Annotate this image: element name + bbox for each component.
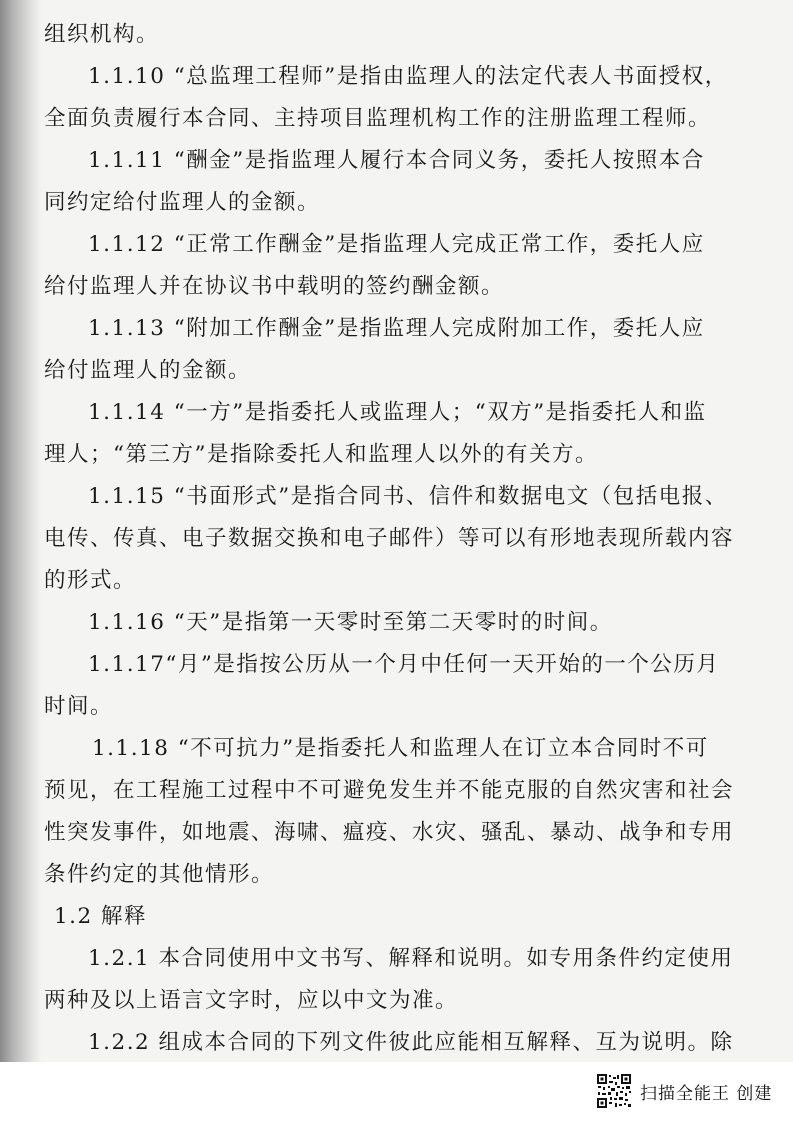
qr-code-icon: [596, 1073, 632, 1109]
text-line: 时间。: [44, 694, 114, 719]
text-line: 全面负责履行本合同、主持项目监理机构工作的注册监理工程师。: [44, 106, 712, 131]
clause-1-1-17: 1.1.17“月”是指按公历从一个月中任何一天开始的一个公历月: [88, 652, 720, 677]
text-line: 的形式。: [44, 568, 137, 593]
clause-1-1-15: 1.1.15 “书面形式”是指合同书、信件和数据电文（包括电报、: [88, 484, 728, 509]
section-heading-1-2: 1.2 解释: [54, 904, 148, 929]
text-line: 性突发事件，如地震、海啸、瘟疫、水灾、骚乱、暴动、战争和专用: [44, 820, 735, 845]
text-line: 给付监理人的金额。: [44, 358, 252, 383]
clause-1-1-18: 1.1.18 “不可抗力”是指委托人和监理人在订立本合同时不可: [92, 736, 709, 761]
text-line: 理人；“第三方”是指除委托人和监理人以外的有关方。: [44, 442, 598, 467]
text-line: 给付监理人并在协议书中载明的签约酬金额。: [44, 274, 505, 299]
clause-1-1-13: 1.1.13 “附加工作酬金”是指监理人完成附加工作，委托人应: [88, 316, 705, 341]
scan-binding-shadow: [0, 0, 42, 1062]
text-line: 条件约定的其他情形。: [44, 862, 275, 887]
text-line: 电传、传真、电子数据交换和电子邮件）等可以有形地表现所载内容: [44, 526, 735, 551]
clause-1-2-1: 1.2.1 本合同使用中文书写、解释和说明。如专用条件约定使用: [88, 946, 734, 971]
clause-1-2-2: 1.2.2 组成本合同的下列文件彼此应能相互解释、互为说明。除: [88, 1030, 734, 1055]
document-body: [44, 14, 735, 1064]
clause-1-1-14: 1.1.14 “一方”是指委托人或监理人；“双方”是指委托人和监: [88, 400, 707, 425]
text-line: 预见，在工程施工过程中不可避免发生并不能克服的自然灾害和社会: [44, 778, 735, 803]
text-line: 组织机构。: [44, 22, 160, 47]
text-line: 同约定给付监理人的金额。: [44, 190, 321, 215]
clause-1-1-12: 1.1.12 “正常工作酬金”是指监理人完成正常工作，委托人应: [88, 232, 705, 257]
scanner-watermark: [596, 1071, 772, 1111]
text-line: 两种及以上语言文字时，应以中文为准。: [44, 988, 459, 1013]
clause-1-1-10: 1.1.10 “总监理工程师”是指由监理人的法定代表人书面授权，: [88, 64, 728, 89]
clause-1-1-11: 1.1.11 “酬金”是指监理人履行本合同义务，委托人按照本合: [88, 148, 705, 173]
watermark-text: 扫描全能王 创建: [640, 1083, 773, 1104]
clause-1-1-16: 1.1.16 “天”是指第一天零时至第二天零时的时间。: [88, 610, 613, 635]
